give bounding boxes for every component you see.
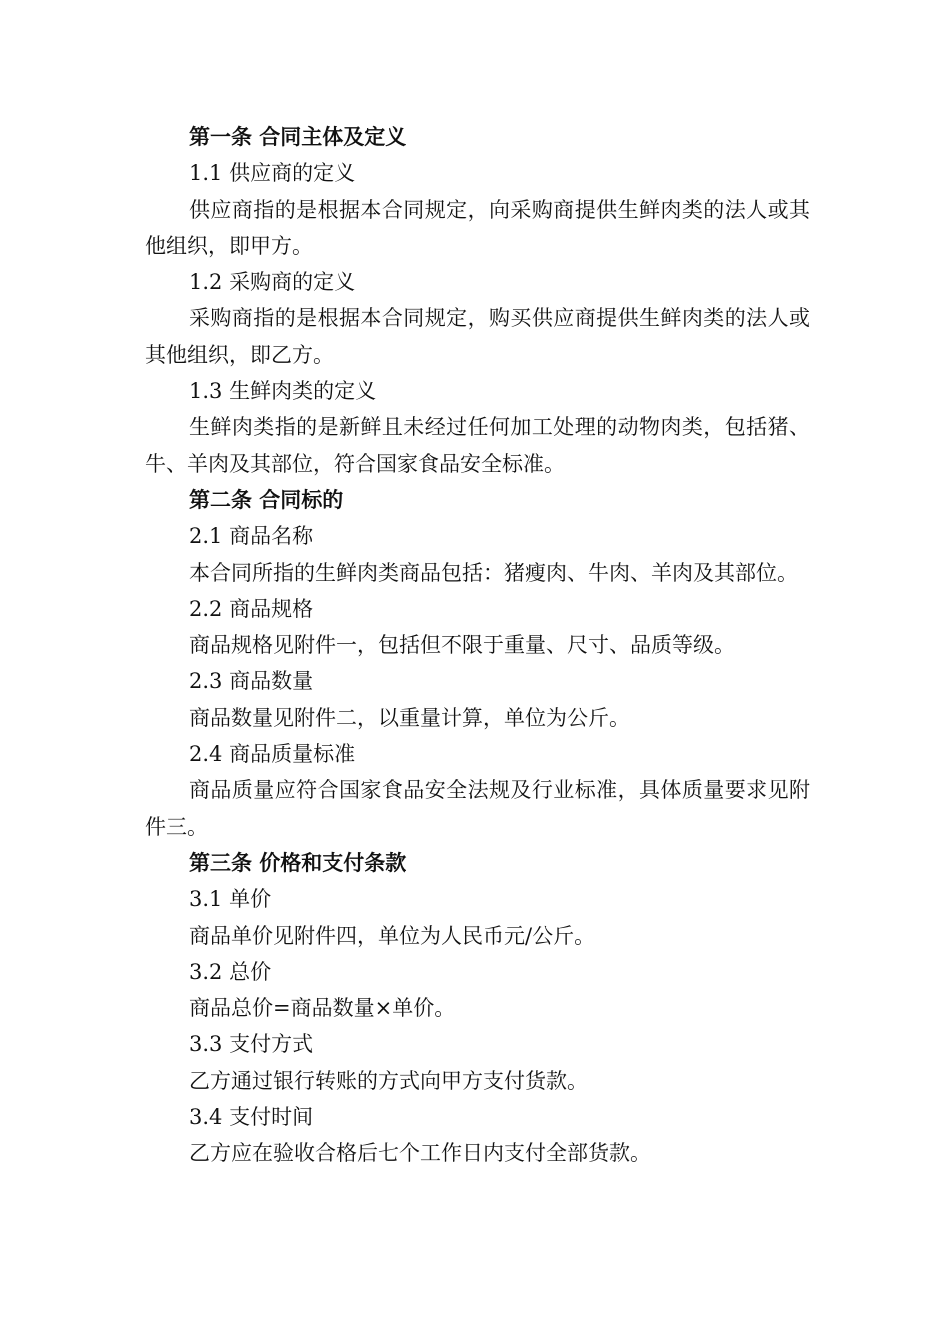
article-2-heading: 第二条 合同标的: [189, 487, 344, 512]
article-1-heading: 第一条 合同主体及定义: [189, 125, 407, 149]
section-2-2-heading: 2.2 商品规格: [189, 596, 314, 621]
section-1-2-heading: 1.2 采购商的定义: [189, 270, 356, 295]
contract-body: [145, 119, 810, 1172]
section-3-4-heading: 3.4 支付时间: [189, 1105, 314, 1130]
section-3-3-heading: 3.3 支付方式: [189, 1032, 314, 1057]
section-1-2-text: 采购商指的是根据本合同规定，购买供应商提供生鲜肉类的法人或其他组织，即乙方。: [145, 306, 810, 367]
section-2-1-text: 本合同所指的生鲜肉类商品包括：猪瘦肉、牛肉、羊肉及其部位。: [189, 560, 798, 585]
section-1-3-heading: 1.3 生鲜肉类的定义: [189, 379, 377, 404]
section-2-1-heading: 2.1 商品名称: [189, 524, 314, 549]
section-2-4-heading: 2.4 商品质量标准: [189, 742, 356, 767]
section-1-1-heading: 1.1 供应商的定义: [189, 161, 356, 186]
article-3-heading: 第三条 价格和支付条款: [189, 850, 407, 875]
section-3-4-text: 乙方应在验收合格后七个工作日内支付全部货款。: [189, 1141, 651, 1166]
section-3-2-text: 商品总价=商品数量×单价。: [189, 996, 456, 1021]
section-2-2-text: 商品规格见附件一，包括但不限于重量、尺寸、品质等级。: [189, 633, 735, 658]
section-3-2-heading: 3.2 总价: [189, 959, 272, 984]
section-2-4-text: 商品质量应符合国家食品安全法规及行业标准，具体质量要求见附件三。: [145, 778, 810, 839]
section-1-1-text: 供应商指的是根据本合同规定，向采购商提供生鲜肉类的法人或其他组织，即甲方。: [145, 197, 810, 258]
section-2-3-text: 商品数量见附件二，以重量计算，单位为公斤。: [189, 705, 630, 730]
section-2-3-heading: 2.3 商品数量: [189, 669, 314, 694]
section-3-1-text: 商品单价见附件四，单位为人民币元/公斤。: [189, 923, 596, 948]
section-3-3-text: 乙方通过银行转账的方式向甲方支付货款。: [189, 1068, 588, 1093]
section-1-3-text: 生鲜肉类指的是新鲜且未经过任何加工处理的动物肉类，包括猪、牛、羊肉及其部位，符合国家食品安全标准。: [145, 415, 810, 476]
section-3-1-heading: 3.1 单价: [189, 887, 272, 912]
